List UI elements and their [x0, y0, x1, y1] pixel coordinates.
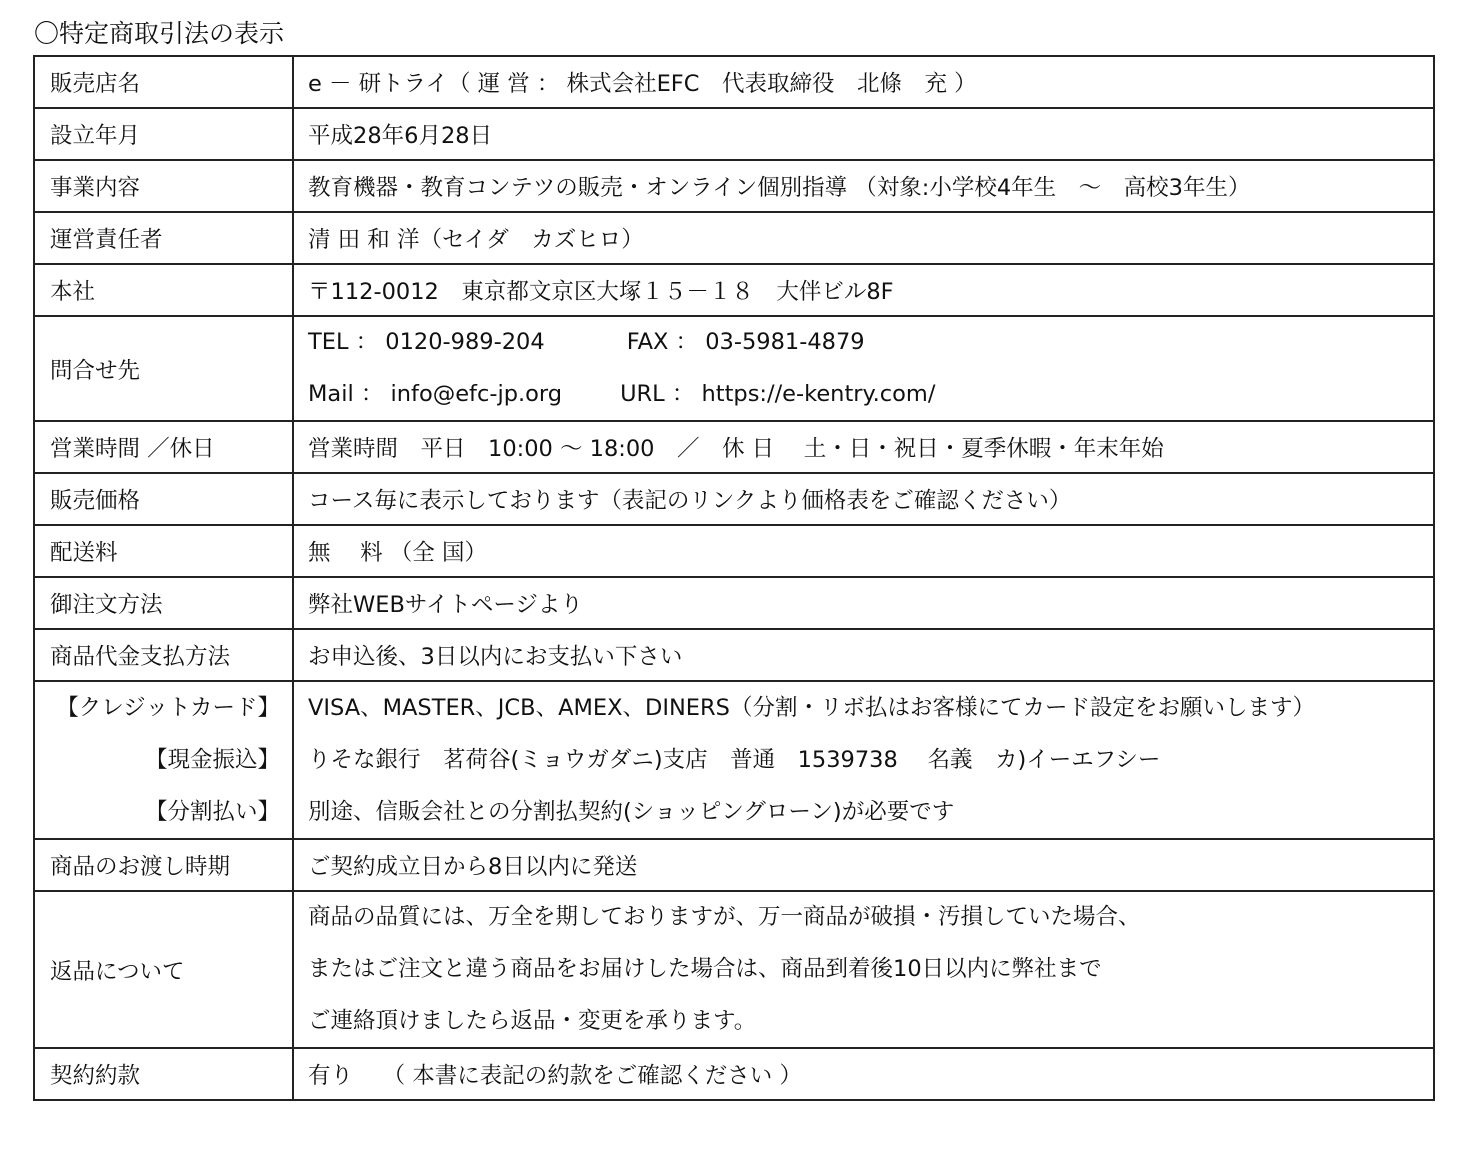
installment-value: 別途、信販会社との分割払契約(ショッピングローン)が必要です — [308, 798, 955, 825]
contact-line-phone — [308, 316, 1433, 368]
bank-transfer-label: 【現金振込】 — [144, 747, 280, 773]
row-order-method — [34, 577, 1434, 629]
row-shipping — [34, 525, 1434, 577]
payment-value: お申込後、3日以内にお支払い下さい — [293, 629, 1434, 681]
credit-card-value: VISA、MASTER、JCB、AMEX、DINERS（分割・リボ払はお客様にてカード設定をお願いします） — [308, 694, 1315, 721]
returns-value — [293, 891, 1434, 1048]
head-office-value: 〒112-0012 東京都文京区大塚１５－１８ 大伴ビル8F — [293, 264, 1434, 316]
manager-label: 運営責任者 — [34, 212, 293, 264]
row-hours — [34, 421, 1434, 473]
delivery-label: 商品のお渡し時期 — [34, 839, 293, 891]
returns-line-3: ご連絡頂けましたら返品・変更を承ります。 — [308, 1008, 757, 1034]
row-shop-name — [34, 56, 1434, 108]
row-payment-options — [34, 681, 1434, 839]
contact-value — [293, 316, 1434, 421]
contact-line-web — [308, 368, 1433, 420]
tel-text: TEL ： 0120-989-204 — [308, 329, 545, 355]
bank-transfer-value: りそな銀行 茗荷谷(ミョウガダニ)支店 普通 1539738 名義 カ)イーエフシー — [308, 746, 1161, 773]
hours-label: 営業時間 ／休日 — [34, 421, 293, 473]
fax-text: FAX ： 03-5981-4879 — [626, 329, 865, 355]
url-text: URL ： https://e-kentry.com/ — [620, 381, 936, 407]
page-title: 〇特定商取引法の表示 — [34, 19, 285, 48]
shop-name-value: e － 研トライ（ 運 営 ： 株式会社EFC 代表取締役 北條 充 ） — [293, 56, 1434, 108]
manager-value: 清 田 和 洋（セイダ カズヒロ） — [293, 212, 1434, 264]
returns-label: 返品について — [34, 891, 293, 1048]
mail-text: Mail ： info@efc-jp.org — [308, 381, 563, 407]
price-value: コース毎に表示しております（表記のリンクより価格表をご確認ください） — [293, 473, 1434, 525]
terms-value: 有り （ 本書に表記の約款をご確認ください ） — [293, 1048, 1434, 1100]
row-terms — [34, 1048, 1434, 1100]
returns-line-2: またはご注文と違う商品をお届けした場合は、商品到着後10日以内に弊社まで — [308, 956, 1102, 982]
head-office-label: 本社 — [34, 264, 293, 316]
returns-line-1: 商品の品質には、万全を期しておりますが、万一商品が破損・汚損していた場合、 — [308, 904, 1141, 930]
row-payment — [34, 629, 1434, 681]
row-returns — [34, 891, 1434, 1048]
established-value: 平成28年6月28日 — [293, 108, 1434, 160]
row-price — [34, 473, 1434, 525]
row-established — [34, 108, 1434, 160]
payment-options-values — [293, 681, 1434, 839]
row-contact — [34, 316, 1434, 421]
terms-label: 契約約款 — [34, 1048, 293, 1100]
delivery-value: ご契約成立日から8日以内に発送 — [293, 839, 1434, 891]
price-label: 販売価格 — [34, 473, 293, 525]
contact-label: 問合せ先 — [34, 316, 293, 421]
order-method-label: 御注文方法 — [34, 577, 293, 629]
payment-options-labels — [34, 681, 293, 839]
business-label: 事業内容 — [34, 160, 293, 212]
row-business — [34, 160, 1434, 212]
shop-name-label: 販売店名 — [34, 56, 293, 108]
info-table — [33, 55, 1435, 1101]
row-delivery — [34, 839, 1434, 891]
established-label: 設立年月 — [34, 108, 293, 160]
order-method-value: 弊社WEBサイトページより — [293, 577, 1434, 629]
row-head-office — [34, 264, 1434, 316]
payment-label: 商品代金支払方法 — [34, 629, 293, 681]
business-value: 教育機器・教育コンテツの販売・オンライン個別指導 （対象:小学校4年生 ～ 高校3年生） — [293, 160, 1434, 212]
installment-label: 【分割払い】 — [144, 799, 280, 825]
credit-card-label: 【クレジットカード】 — [56, 695, 280, 721]
shipping-value: 無 料 （全 国） — [293, 525, 1434, 577]
hours-value: 営業時間 平日 10:00 ～ 18:00 ／ 休 日 土・日・祝日・夏季休暇・年末年始 — [293, 421, 1434, 473]
row-manager — [34, 212, 1434, 264]
shipping-label: 配送料 — [34, 525, 293, 577]
